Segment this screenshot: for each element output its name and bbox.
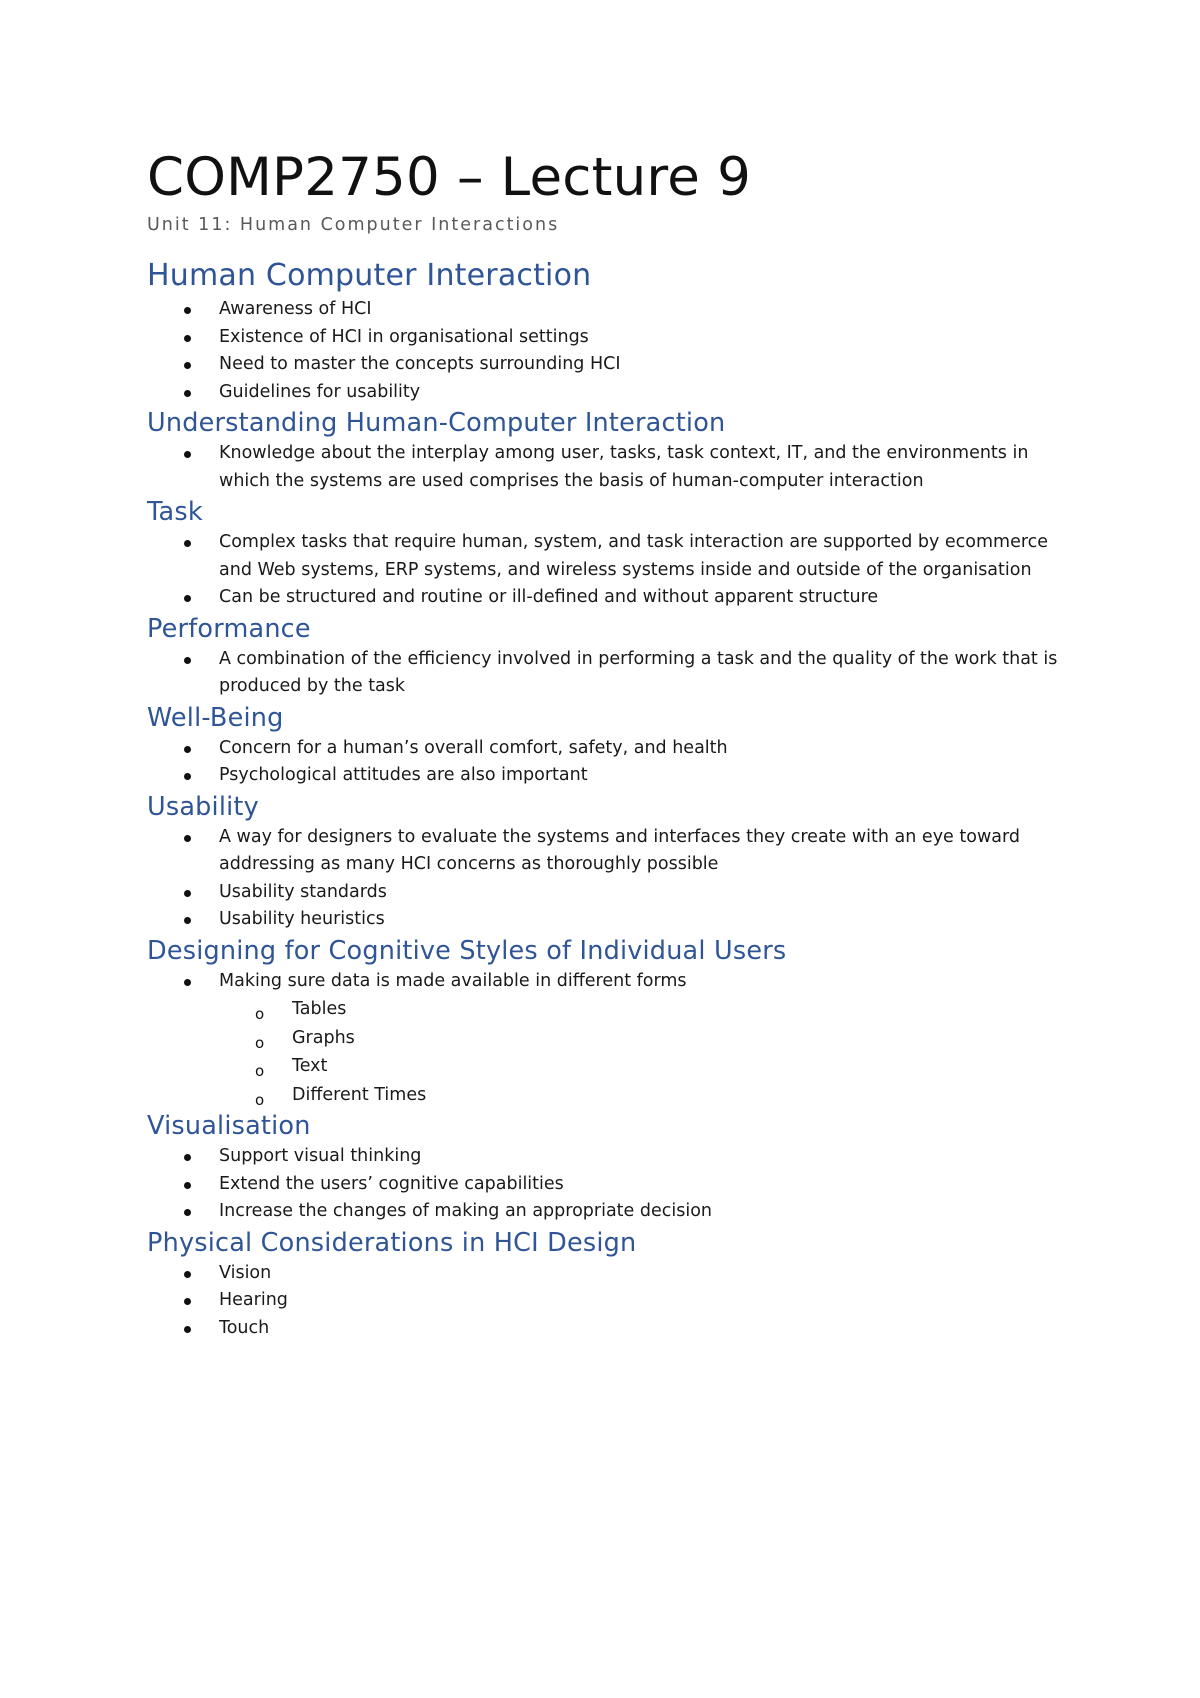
list-item-text: Touch bbox=[219, 1317, 270, 1338]
list-item-text: Awareness of HCI bbox=[219, 299, 372, 319]
sub-list-item-text: Tables bbox=[292, 999, 347, 1019]
bullet-icon bbox=[184, 540, 191, 547]
section bbox=[147, 256, 1067, 406]
section bbox=[147, 934, 1067, 1110]
list-item bbox=[147, 646, 1067, 701]
bullet-icon bbox=[184, 657, 191, 664]
section-heading: Understanding Human-Computer Interaction bbox=[147, 408, 726, 438]
bullet-icon bbox=[184, 917, 191, 924]
list-item bbox=[147, 1171, 1067, 1199]
list-item-text: Extend the users’ cognitive capabilities bbox=[219, 1173, 564, 1194]
list-item-text: Psychological attitudes are also important bbox=[219, 765, 588, 785]
bullet-icon bbox=[184, 835, 191, 842]
sections-container bbox=[147, 256, 1067, 1342]
hollow-circle-bullet-icon: o bbox=[255, 1005, 265, 1023]
section-heading: Usability bbox=[147, 791, 259, 822]
section-heading: Well-Being bbox=[147, 702, 284, 733]
list-item bbox=[147, 968, 1067, 1110]
section bbox=[147, 406, 1067, 495]
list-item bbox=[147, 351, 1067, 379]
document-title: COMP2750 – Lecture 9 bbox=[147, 147, 752, 208]
bullet-icon bbox=[184, 362, 191, 369]
list-item bbox=[147, 879, 1067, 907]
list-item bbox=[147, 824, 1067, 879]
hollow-circle-bullet-icon: o bbox=[255, 1090, 265, 1109]
bullet-list bbox=[147, 1143, 1067, 1226]
list-item bbox=[147, 379, 1067, 407]
section bbox=[147, 701, 1067, 790]
bullet-list bbox=[147, 529, 1067, 612]
list-item-text: Usability standards bbox=[219, 881, 387, 902]
bullet-icon bbox=[184, 1271, 191, 1278]
list-item-text: Concern for a human’s overall comfort, safety, and health bbox=[219, 737, 728, 758]
document-subtitle: Unit 11: Human Computer Interactions bbox=[147, 215, 560, 235]
sub-list-item-text: Different Times bbox=[292, 1084, 427, 1105]
list-item-text: Knowledge about the interplay among user, tasks, task context, IT, and the environments in which the systems are used comprises the basis of human-computer interaction bbox=[219, 443, 1029, 491]
bullet-icon bbox=[184, 979, 191, 986]
section-heading: Human Computer Interaction bbox=[147, 258, 592, 293]
sub-list-item-text: Graphs bbox=[292, 1027, 355, 1048]
sub-list-item-text: Text bbox=[292, 1056, 328, 1076]
sub-list-item bbox=[219, 1024, 1067, 1053]
list-item-text: Making sure data is made available in different forms bbox=[219, 970, 687, 991]
sub-list-item bbox=[219, 1081, 1067, 1110]
hollow-circle-bullet-icon: o bbox=[255, 1062, 265, 1080]
bullet-icon bbox=[184, 390, 191, 397]
list-item bbox=[147, 529, 1067, 584]
list-item bbox=[147, 1287, 1067, 1315]
bullet-list bbox=[147, 735, 1067, 790]
bullet-icon bbox=[184, 890, 191, 897]
list-item-text: Guidelines for usability bbox=[219, 381, 421, 402]
section bbox=[147, 1109, 1067, 1226]
bullet-icon bbox=[184, 595, 191, 602]
bullet-icon bbox=[184, 451, 191, 458]
section-heading: Physical Considerations in HCI Design bbox=[147, 1227, 637, 1258]
bullet-icon bbox=[184, 1182, 191, 1189]
bullet-icon bbox=[184, 746, 191, 753]
bullet-icon bbox=[184, 1209, 191, 1216]
section-heading: Performance bbox=[147, 613, 311, 644]
list-item bbox=[147, 762, 1067, 790]
section-heading: Designing for Cognitive Styles of Individual Users bbox=[147, 935, 787, 966]
bullet-icon bbox=[184, 1326, 191, 1333]
list-item-text: Need to master the concepts surrounding HCI bbox=[219, 354, 621, 374]
bullet-icon bbox=[184, 1154, 191, 1161]
list-item-text: A combination of the efficiency involved in performing a task and the quality of the work that is produced by the task bbox=[219, 648, 1058, 696]
bullet-list bbox=[147, 824, 1067, 934]
section bbox=[147, 612, 1067, 701]
list-item bbox=[147, 296, 1067, 324]
list-item bbox=[147, 1260, 1067, 1288]
bullet-list bbox=[147, 646, 1067, 701]
bullet-list bbox=[147, 1260, 1067, 1343]
list-item bbox=[147, 324, 1067, 352]
list-item bbox=[147, 1198, 1067, 1226]
list-item bbox=[147, 440, 1067, 495]
section bbox=[147, 790, 1067, 934]
bullet-icon bbox=[184, 773, 191, 780]
list-item-text: Complex tasks that require human, system, and task interaction are supported by ecommerce and Web systems, ERP systems, and wireless systems inside and outside of the organisation bbox=[219, 532, 1049, 580]
section-heading: Visualisation bbox=[147, 1111, 311, 1141]
bullet-icon bbox=[184, 307, 191, 314]
sub-list-item bbox=[219, 1052, 1067, 1081]
list-item bbox=[147, 1315, 1067, 1343]
bullet-list bbox=[147, 296, 1067, 406]
list-item-text: Usability heuristics bbox=[219, 909, 385, 929]
sub-list-item bbox=[219, 995, 1067, 1024]
bullet-icon bbox=[184, 335, 191, 342]
section-heading: Task bbox=[147, 497, 203, 527]
list-item-text: Increase the changes of making an appropriate decision bbox=[219, 1201, 712, 1221]
section bbox=[147, 1226, 1067, 1343]
section bbox=[147, 495, 1067, 612]
list-item-text: Support visual thinking bbox=[219, 1146, 422, 1166]
sub-bullet-list bbox=[219, 995, 1067, 1109]
hollow-circle-bullet-icon: o bbox=[255, 1033, 265, 1052]
list-item bbox=[147, 584, 1067, 612]
list-item-text: A way for designers to evaluate the systems and interfaces they create with an eye toward addressing as many HCI concerns as thoroughly possible bbox=[219, 826, 1020, 874]
list-item bbox=[147, 906, 1067, 934]
document-content bbox=[147, 146, 1067, 1342]
bullet-list bbox=[147, 440, 1067, 495]
list-item-text: Can be structured and routine or ill-defined and without apparent structure bbox=[219, 587, 879, 607]
list-item bbox=[147, 735, 1067, 763]
list-item-text: Vision bbox=[219, 1262, 272, 1283]
list-item-text: Existence of HCI in organisational settings bbox=[219, 326, 589, 347]
bullet-icon bbox=[184, 1298, 191, 1305]
list-item-text: Hearing bbox=[219, 1290, 288, 1310]
list-item bbox=[147, 1143, 1067, 1171]
bullet-list bbox=[147, 968, 1067, 1110]
